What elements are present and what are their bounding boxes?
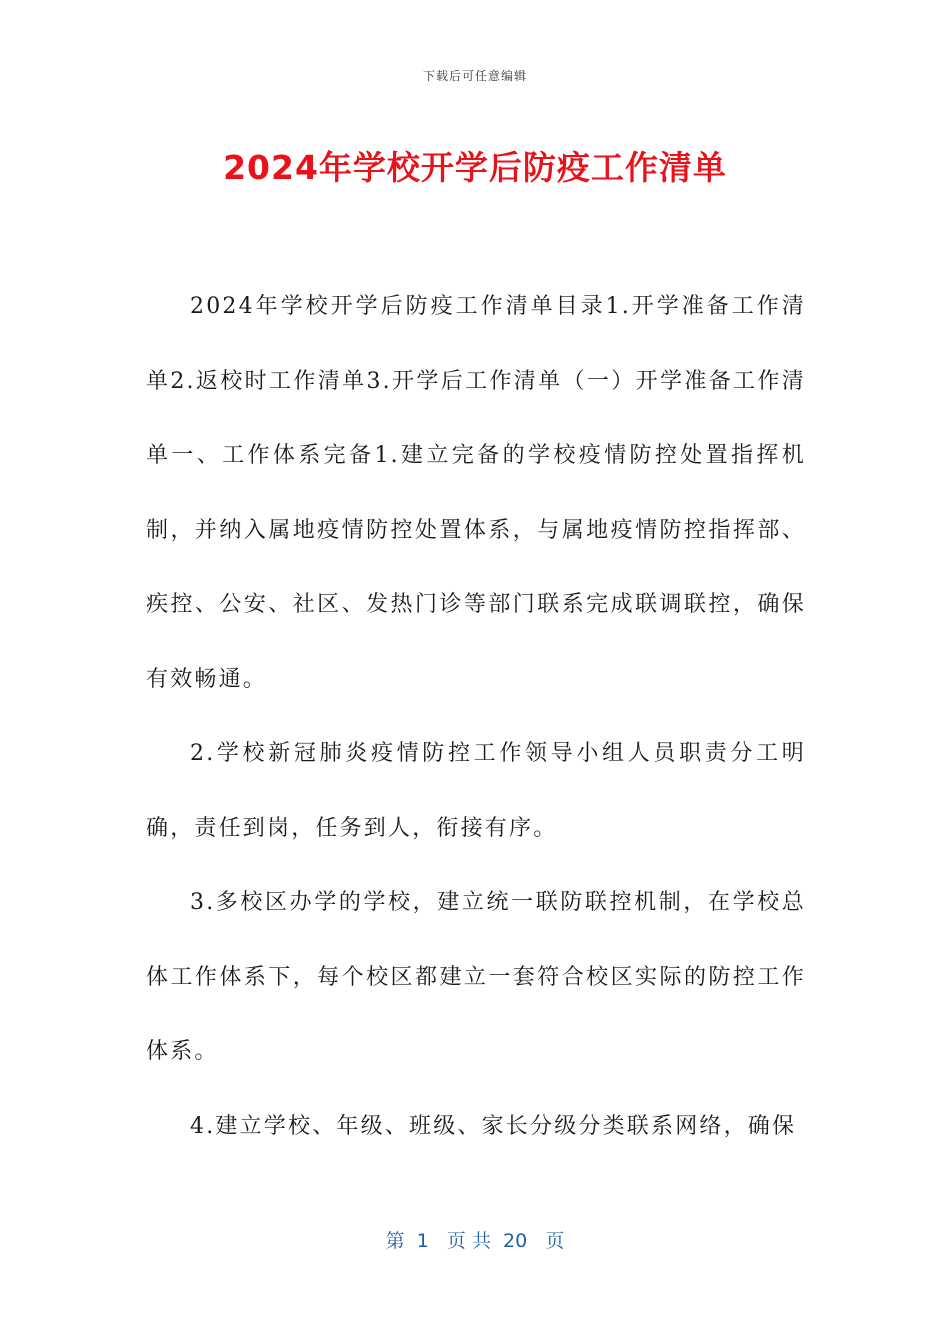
document-body <box>146 270 806 1164</box>
document-title: 2024年学校开学后防疫工作清单 <box>223 148 727 187</box>
paragraph: 3.多校区办学的学校，建立统一联防联控机制，在学校总体工作体系下，每个校区都建立一套符合校区实际的防控工作体系。 <box>146 890 806 1064</box>
header-note: 下载后可任意编辑 <box>422 69 527 83</box>
page-footer: 第 1 页 共 20 页 <box>385 1230 565 1252</box>
paragraph: 2.学校新冠肺炎疫情防控工作领导小组人员职责分工明确，责任到岗，任务到人，衔接有序。 <box>146 741 806 841</box>
paragraph: 2024年学校开学后防疫工作清单目录1.开学准备工作清单2.返校时工作清单3.开学后工作清单（一）开学准备工作清单一、工作体系完备1.建立完备的学校疫情防控处置指挥机制，并纳入属地疫情防控处置体系，与属地疫情防控指挥部、疾控、公安、社区、发热门诊等部门联系完成联调联控，确保有效畅通。 <box>146 294 806 692</box>
paragraph: 4.建立学校、年级、班级、家长分级分类联系网络，确保 <box>190 1113 797 1139</box>
